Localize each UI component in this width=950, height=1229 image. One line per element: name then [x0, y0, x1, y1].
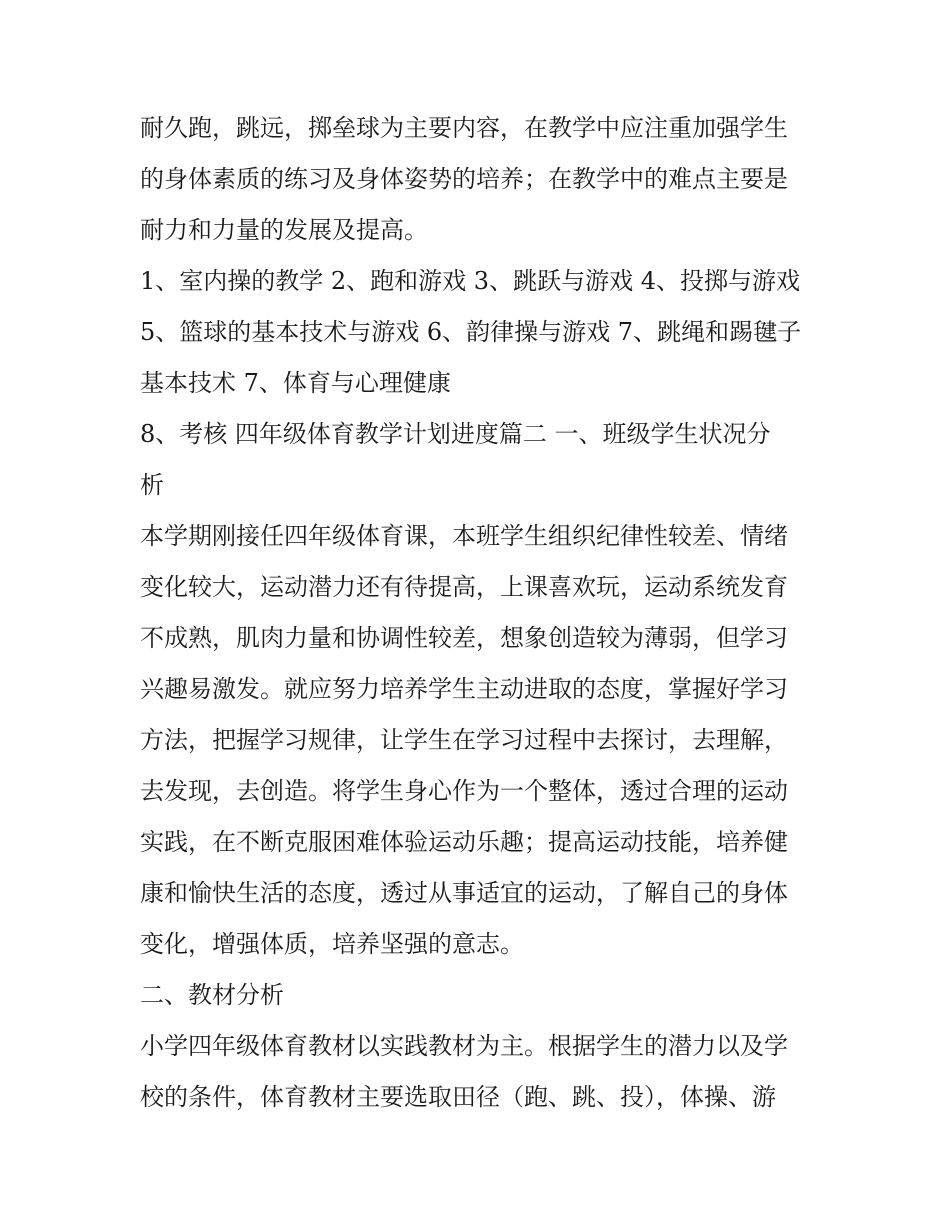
text-line: 本学期刚接任四年级体育课，本班学生组织纪律性较差、情绪 [140, 522, 788, 550]
text-line: 8、考核 四年级体育教学计划进度篇二 一、班级学生状况分 [140, 420, 771, 448]
text-line: 5、篮球的基本技术与游戏 6、韵律操与游戏 7、跳绳和踢毽子 [140, 318, 802, 346]
text-line: 耐久跑，跳远，掷垒球为主要内容，在教学中应注重加强学生 [140, 114, 788, 142]
text-line: 1、室内操的教学 2、跑和游戏 3、跳跃与游戏 4、投掷与游戏 [140, 267, 800, 295]
text-line: 变化较大，运动潜力还有待提高，上课喜欢玩，运动系统发育 [140, 573, 788, 601]
text-line: 去发现，去创造。将学生身心作为一个整体，透过合理的运动 [140, 777, 788, 805]
text-line: 兴趣易激发。就应努力培养学生主动进取的态度，掌握好学习 [140, 675, 788, 703]
document-body [140, 103, 820, 1123]
paragraph-content-list [140, 256, 820, 409]
text-line: 变化，增强体质，培养坚强的意志。 [140, 930, 524, 958]
text-line: 实践，在不断克服困难体验运动乐趣；提高运动技能，培养健 [140, 828, 788, 856]
section-heading-materials [140, 970, 820, 1021]
paragraph-section-heading [140, 409, 820, 511]
text-line: 康和愉快生活的态度，透过从事适宜的运动，了解自己的身体 [140, 879, 788, 907]
text-line: 二、教材分析 [140, 981, 284, 1009]
paragraph-training-focus [140, 103, 820, 256]
text-line: 的身体素质的练习及身体姿势的培养；在教学中的难点主要是 [140, 165, 788, 193]
paragraph-materials-analysis [140, 1021, 820, 1123]
text-line: 耐力和力量的发展及提高。 [140, 216, 428, 244]
text-line: 析 [140, 471, 164, 499]
text-line: 校的条件，体育教材主要选取田径（跑、跳、投），体操、游 [140, 1083, 776, 1111]
text-line: 不成熟，肌肉力量和协调性较差，想象创造较为薄弱，但学习 [140, 624, 788, 652]
text-line: 小学四年级体育教材以实践教材为主。根据学生的潜力以及学 [140, 1032, 788, 1060]
text-line: 方法，把握学习规律，让学生在学习过程中去探讨，去理解， [140, 726, 788, 754]
text-line: 基本技术 7、体育与心理健康 [140, 369, 451, 397]
paragraph-class-analysis [140, 511, 820, 970]
